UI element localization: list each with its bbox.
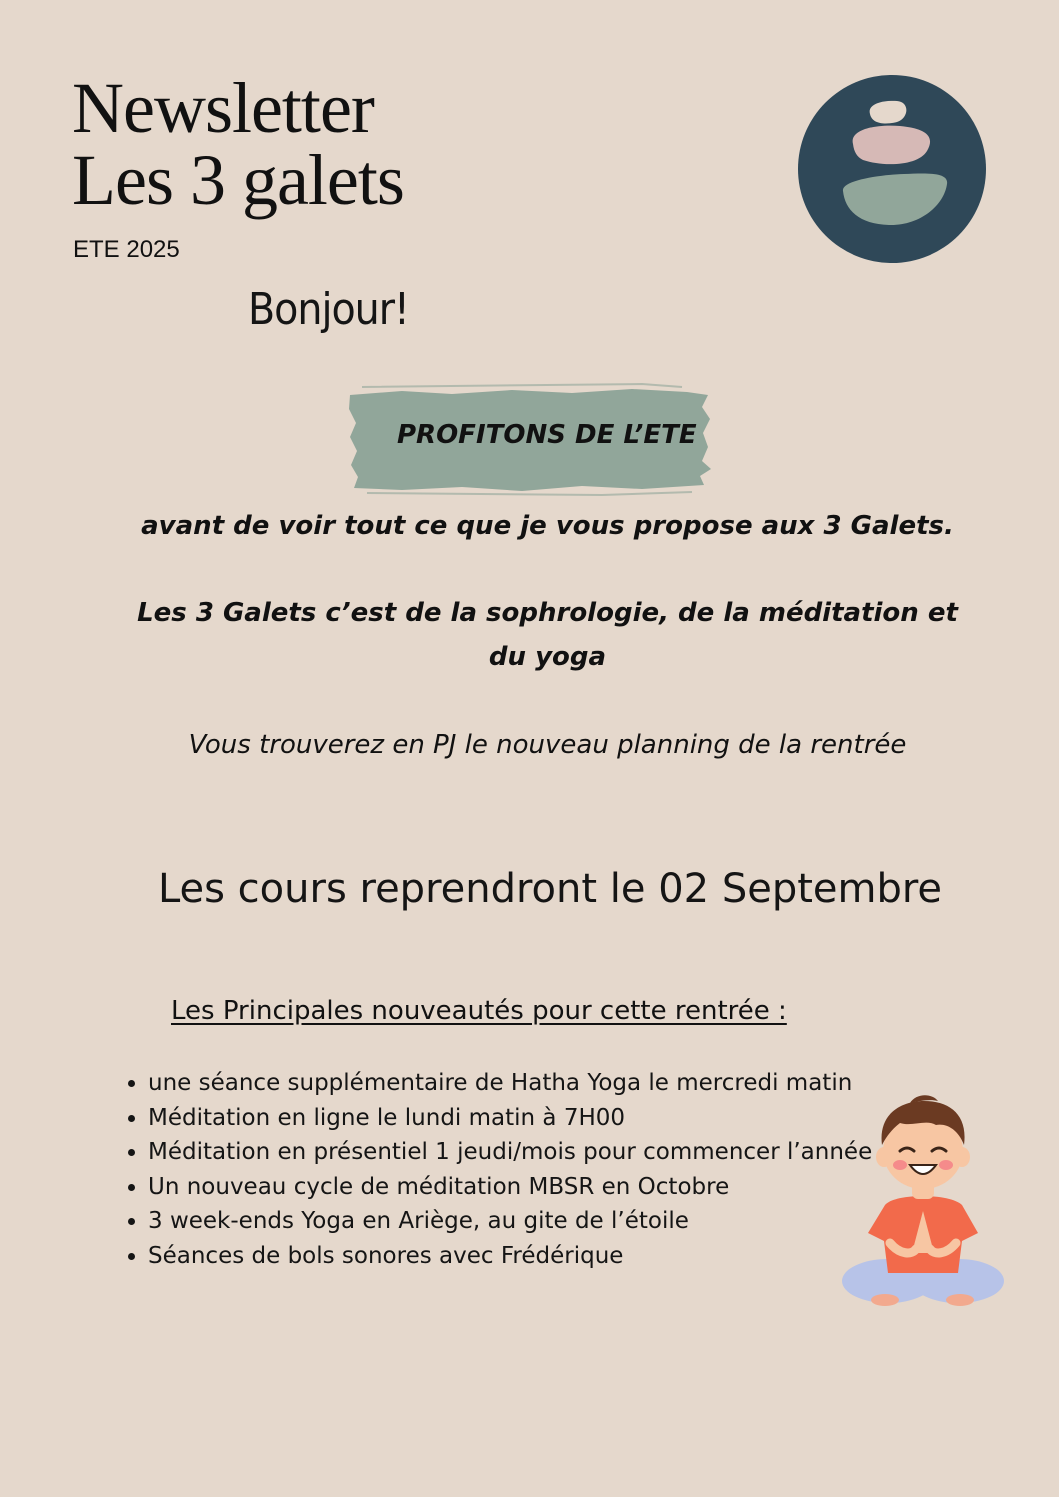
newsletter-title xyxy=(72,68,404,220)
title-line-2: Les 3 galets xyxy=(72,140,404,220)
meditating-child-illustration-icon xyxy=(840,1093,1005,1311)
nouveautes-heading: Les Principales nouveautés pour cette rentrée : xyxy=(171,996,787,1026)
stacked-stones-logo-icon xyxy=(797,74,987,264)
list-item: • Séances de bols sonores avec Frédérique xyxy=(148,1239,878,1274)
greeting: Bonjour! xyxy=(248,284,409,335)
list-item: • Un nouveau cycle de méditation MBSR en Octobre xyxy=(148,1170,878,1205)
intro-line-2: Les 3 Galets c’est de la sophrologie, de la méditation et du yoga xyxy=(137,598,958,672)
season-label: ETE 2025 xyxy=(73,236,180,263)
banner-text: PROFITONS DE L’ETE xyxy=(397,420,697,450)
list-item: • Méditation en présentiel 1 jeudi/mois pour commencer l’année xyxy=(148,1135,878,1170)
list-item: • Méditation en ligne le lundi matin à 7H00 xyxy=(148,1101,878,1136)
nouveautes-list xyxy=(102,1066,878,1273)
list-item: • 3 week-ends Yoga en Ariège, au gite de l’étoile xyxy=(148,1204,878,1239)
intro-line-1: avant de voir tout ce que je vous propose aux 3 Galets. xyxy=(141,511,954,541)
rentree-date-heading: Les cours reprendront le 02 Septembre xyxy=(157,866,943,912)
intro-line-3: Vous trouverez en PJ le nouveau planning de la rentrée xyxy=(188,730,907,760)
list-item: • une séance supplémentaire de Hatha Yoga le mercredi matin xyxy=(148,1066,878,1101)
title-line-1: Newsletter xyxy=(72,68,374,148)
